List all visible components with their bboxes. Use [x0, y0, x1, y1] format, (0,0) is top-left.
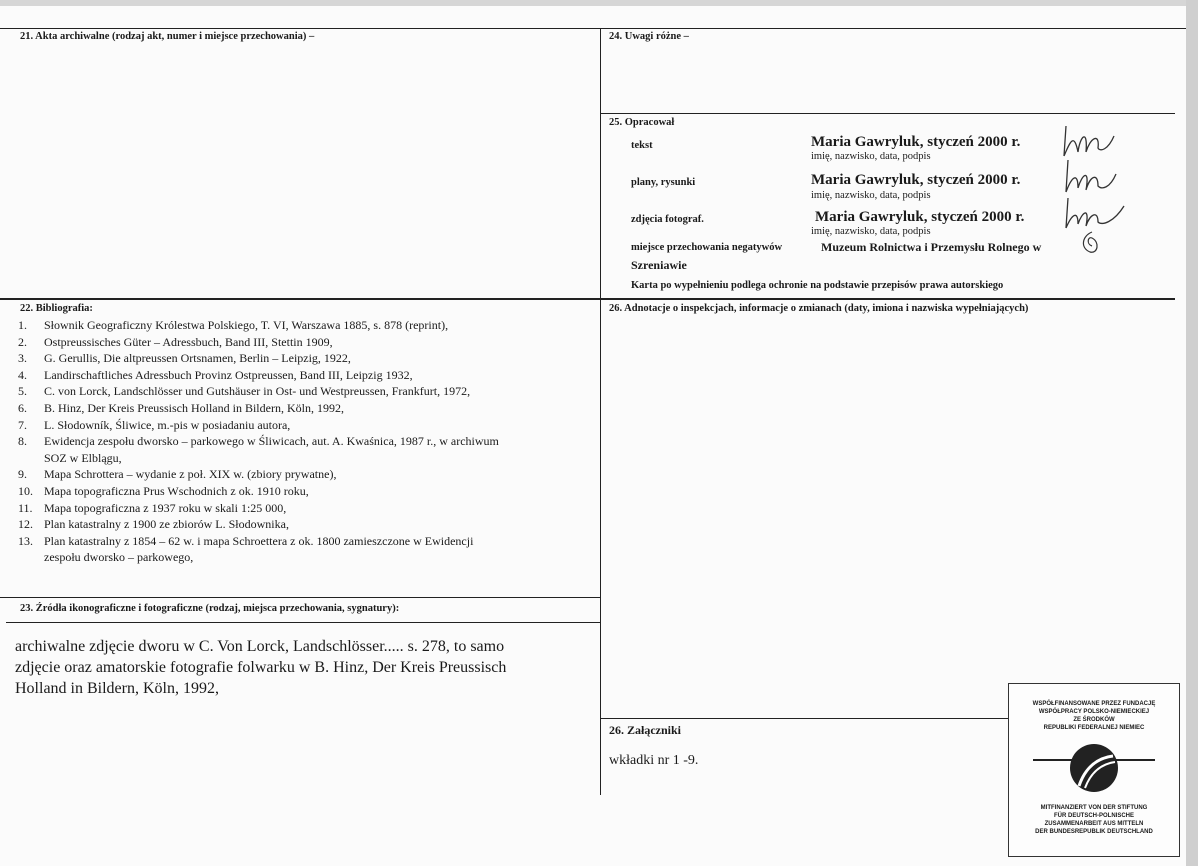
bibliography-item-number: 6.: [18, 401, 27, 415]
stamp-top-line: ZE ŚRODKÓW: [1073, 717, 1115, 723]
bibliography-item: [18, 351, 598, 367]
author-row-label-photos: zdjęcia fotograf.: [631, 214, 704, 225]
author-row-sub-text: imię, nazwisko, data, podpis: [811, 151, 931, 162]
scan-right-edge: [1186, 0, 1198, 866]
bibliography-item-text: Landirschaftliches Adressbuch Provinz Ostpreussen, Band III, Leipzig 1932,: [44, 367, 413, 382]
section-26-header: 26. Adnotacje o inspekcjach, informacje o zmianach (daty, imiona i nazwiska wypełniających): [609, 303, 1029, 314]
stamp-bottom-line: FÜR DEUTSCH-POLNISCHE: [1053, 813, 1134, 819]
bibliography-item: [18, 384, 598, 400]
negatives-storage-value: Muzeum Rolnictwa i Przemysłu Rolnego w: [821, 240, 1042, 254]
stamp-bottom-text: [1015, 804, 1173, 836]
bibliography-item-text: Plan katastralny z 1854 – 62 w. i mapa Schroettera z ok. 1800 zamieszczone w Ewidencji: [44, 533, 474, 548]
bibliography-item: [18, 418, 598, 434]
bibliography-item-number: 11.: [18, 500, 33, 515]
bibliography-item: [18, 534, 598, 550]
attachments-header: 26. Załączniki: [609, 723, 682, 737]
bibliography-item: [18, 335, 598, 351]
negatives-storage-value-2: Szreniawie: [631, 258, 687, 272]
signature-1: [1060, 122, 1120, 162]
bibliography-list: [18, 318, 598, 578]
bibliography-item: [18, 368, 598, 384]
signature-3: [1062, 196, 1132, 262]
foundation-logo-icon: [1033, 742, 1155, 794]
iconography-line-3: Holland in Bildern, Köln, 1992,: [15, 680, 219, 697]
bibliography-item: [18, 434, 598, 450]
section-21-header: 21. Akta archiwalne (rodzaj akt, numer i miejsce przechowania) –: [20, 31, 315, 42]
section-22-header: 22. Bibliografia:: [20, 303, 93, 314]
bibliography-item-text: Słownik Geograficzny Królestwa Polskiego, T. VI, Warszawa 1885, s. 878 (reprint),: [44, 318, 449, 332]
bibliography-item: [18, 318, 598, 334]
bibliography-item-number: 10.: [18, 484, 33, 498]
author-row-sub-plans: imię, nazwisko, data, podpis: [811, 190, 931, 201]
stamp-bottom-line: ZUSAMMENARBEIT AUS MITTELN: [1044, 821, 1144, 827]
section-23-header: 23. Źródła ikonograficzne i fotograficzne (rodzaj, miejsca przechowania, sygnatury):: [20, 603, 400, 614]
bibliography-item-text: G. Gerullis, Die altpreussen Ortsnamen, Berlin – Leipzig, 1922,: [44, 351, 351, 366]
bibliography-item-number: 1.: [18, 318, 27, 332]
copyright-notice: Karta po wypełnieniu podlega ochronie na podstawie przepisów prawa autorskiego: [631, 280, 1004, 291]
bibliography-item-text: Plan katastralny z 1900 ze zbiorów L. Słodownika,: [44, 517, 289, 532]
author-row-label-text: tekst: [631, 140, 653, 151]
stamp-bottom-line: MITFINANZIERT VON DER STIFTUNG: [1040, 805, 1148, 811]
rule-23-header: [6, 622, 600, 623]
bibliography-item-text: SOZ w Elblągu,: [44, 450, 122, 465]
author-row-name-text: Maria Gawryluk, styczeń 2000 r.: [811, 134, 1021, 150]
rule-24-25: [600, 113, 1175, 114]
funding-stamp: [1008, 683, 1180, 857]
bibliography-item: [18, 517, 598, 533]
bibliography-item-number: 4.: [18, 367, 27, 382]
bibliography-item: [18, 401, 598, 417]
bibliography-item-number: 3.: [18, 351, 27, 366]
bibliography-item-text: C. von Lorck, Landschlösser und Gutshäuser in Ost- und Westpreussen, Frankfurt, 1972,: [44, 384, 471, 399]
bibliography-item-text: L. Słodowník, Śliwice, m.-pis w posiadaniu autora,: [44, 417, 291, 432]
attachments-value: wkładki nr 1 -9.: [609, 753, 699, 768]
author-row-name-photos: Maria Gawryluk, styczeń 2000 r.: [815, 209, 1025, 225]
top-rule: [0, 28, 1186, 29]
bibliography-item-number: 7.: [18, 417, 27, 432]
bibliography-item: [18, 501, 598, 517]
signature-2: [1062, 158, 1122, 198]
negatives-storage-label: miejsce przechowania negatywów: [631, 242, 783, 253]
bibliography-item-text: Ewidencja zespołu dworsko – parkowego w Śliwicach, aut. A. Kwaśnica, 1987 r., w archiwum: [44, 434, 499, 449]
bibliography-item-number: 2.: [18, 334, 27, 349]
bibliography-item: [18, 451, 598, 467]
iconography-line-2: zdjęcie oraz amatorskie fotografie folwarku w B. Hinz, Der Kreis Preussisch: [15, 659, 507, 676]
author-row-sub-photos: imię, nazwisko, data, podpis: [811, 226, 931, 237]
bibliography-item-text: B. Hinz, Der Kreis Preussisch Holland in Bildern, Köln, 1992,: [44, 401, 344, 415]
bibliography-item-text: Mapa Schrottera – wydanie z poł. XIX w. (zbiory prywatne),: [44, 467, 337, 482]
rule-22-23: [0, 597, 600, 598]
bibliography-item-number: 5.: [18, 384, 27, 399]
bibliography-item-number: 12.: [18, 517, 33, 532]
stamp-bottom-line: DER BUNDESREPUBLIK DEUTSCHLAND: [1035, 829, 1153, 835]
center-divider: [600, 28, 601, 795]
stamp-top-text: [1015, 700, 1173, 732]
author-row-name-plans: Maria Gawryluk, styczeń 2000 r.: [811, 172, 1021, 188]
stamp-top-line: REPUBLIKI FEDERALNEJ NIEMIEC: [1043, 725, 1145, 731]
bibliography-item-number: 13.: [18, 533, 33, 548]
bibliography-item-text: zespołu dworsko – parkowego,: [44, 550, 194, 565]
bibliography-item: [18, 550, 598, 566]
rule-26-attachments: [600, 718, 1008, 719]
bibliography-item-number: 8.: [18, 434, 27, 449]
rule-21-22: [0, 298, 1175, 300]
stamp-top-line: WSPÓŁFINANSOWANE PRZEZ FUNDACJĘ: [1032, 701, 1156, 707]
bibliography-item-text: Ostpreussisches Güter – Adressbuch, Band III, Stettin 1909,: [44, 334, 333, 349]
bibliography-item-text: Mapa topograficzna Prus Wschodnich z ok. 1910 roku,: [44, 484, 309, 498]
section-24-header: 24. Uwagi różne –: [609, 31, 689, 42]
stamp-top-line: WSPÓŁPRACY POLSKO-NIEMIECKIEJ: [1038, 709, 1150, 715]
author-row-label-plans: plany, rysunki: [631, 177, 696, 188]
section-25-header: 25. Opracował: [609, 117, 675, 128]
iconography-line-1: archiwalne zdjęcie dworu w C. Von Lorck, Landschlösser..... s. 278, to samo: [15, 638, 505, 655]
bibliography-item-number: 9.: [18, 467, 27, 482]
bibliography-item: [18, 467, 598, 483]
bibliography-item-text: Mapa topograficzna z 1937 roku w skali 1:25 000,: [44, 500, 287, 515]
bibliography-item: [18, 484, 598, 500]
